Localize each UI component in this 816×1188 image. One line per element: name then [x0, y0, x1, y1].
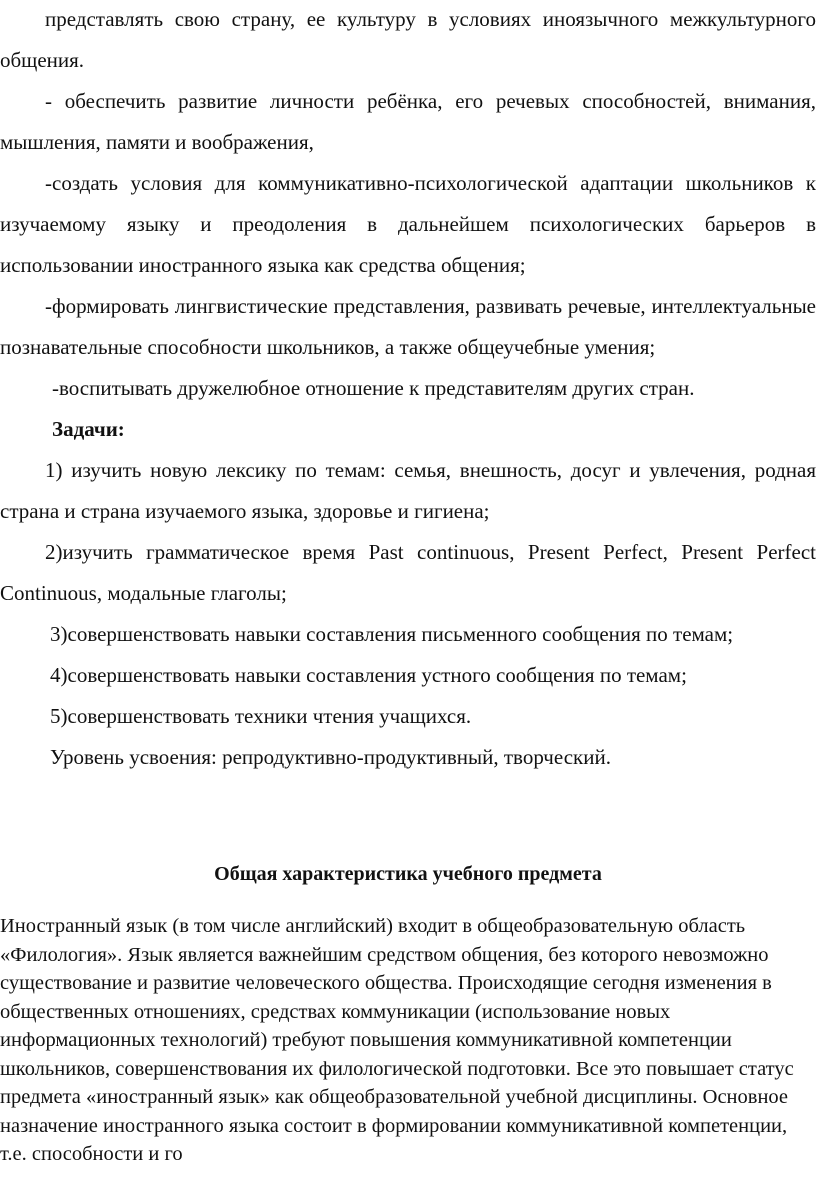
task-item: 2)изучить грамматическое время Past continuous, Present Perfect, Present Perfect Continuous, модальные глаголы;: [0, 540, 816, 605]
task-item: 3)совершенствовать навыки составления письменного сообщения по темам;: [50, 622, 734, 646]
goal-paragraph: -формировать лингвистические представления, развивать речевые, интеллектуальные познавательные способности школьников, а также общеучебные умения;: [0, 294, 816, 359]
task-item: 1) изучить новую лексику по темам: семья, внешность, досуг и увлечения, родная страна и страна изучаемого языка, здоровье и гигиена;: [0, 458, 816, 523]
tasks-heading: [0, 409, 816, 450]
tasks-heading-text: Задачи:: [52, 417, 125, 441]
learning-level: Уровень усвоения: репродуктивно-продуктивный, творческий.: [50, 745, 611, 769]
section-title: Общая характеристика учебного предмета: [214, 863, 602, 885]
task-item: 5)совершенствовать техники чтения учащихся.: [50, 704, 472, 728]
section-body: Иностранный язык (в том числе английский) входит в общеобразовательную область «Филология». Язык является важнейшим средством общения, без которого невозможно существование и развитие человеческого общества. Происходящие сегодня изменения в общественных отношениях, средствах коммуникации (использование новых информационных технологий) требуют повышения коммуникативной компетенции школьников, совершенствования их филологической подготовки. Все это повышает статус предмета «иностранный язык» как общеобразовательной учебной дисциплины. Основное назначение иностранного языка состоит в формировании коммуникативной компетенции, т.е. способности и го: [0, 915, 794, 1165]
section-body-block: [0, 912, 812, 1169]
goal-paragraph: -воспитывать дружелюбное отношение к представителям других стран.: [52, 376, 695, 400]
goal-paragraph: -создать условия для коммуникативно-психологической адаптации школьников к изучаемому языку и преодоления в дальнейшем психологических барьеров в использовании иностранного языка как средства общения;: [0, 171, 816, 277]
section-title-block: [0, 854, 816, 895]
goal-paragraph: - обеспечить развитие личности ребёнка, его речевых способностей, внимания, мышления, памяти и воображения,: [0, 89, 816, 154]
goal-paragraph: представлять свою страну, ее культуру в условиях иноязычного межкультурного общения.: [0, 7, 816, 72]
task-item: 4)совершенствовать навыки составления устного сообщения по темам;: [50, 663, 687, 687]
